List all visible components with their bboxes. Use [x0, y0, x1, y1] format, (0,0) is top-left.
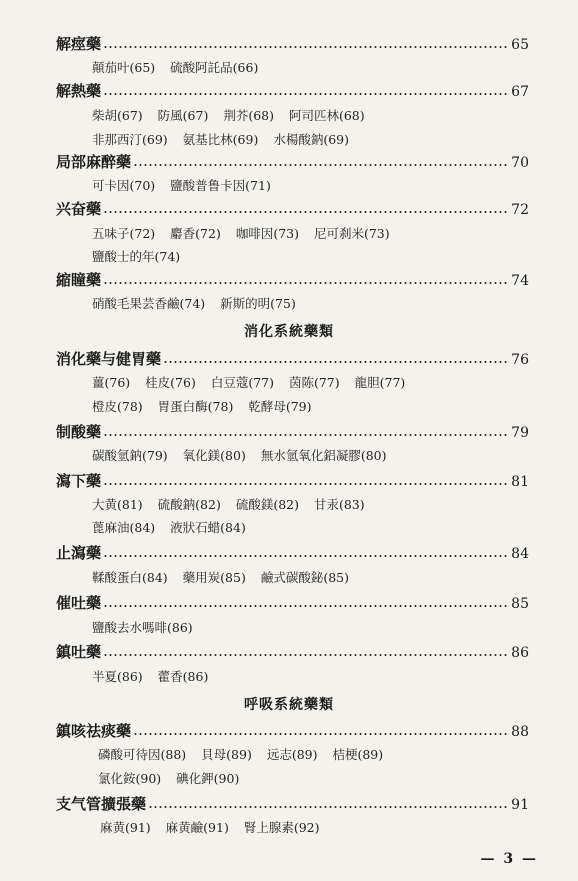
- entry: 硫酸鎂(82): [235, 497, 299, 512]
- entry-line: [92, 497, 376, 513]
- toc-category: [56, 271, 529, 289]
- entry: 碳酸氫鈉(79): [92, 448, 168, 463]
- entry: 硝酸毛果芸香鹼(74): [92, 296, 206, 311]
- footer-page-number: — 3 —: [480, 851, 538, 867]
- entry: 碘化鉀(90): [176, 771, 240, 786]
- entry: 远志(89): [266, 747, 318, 762]
- page-number: 76: [511, 352, 529, 368]
- entry: 水楊酸鈉(69): [273, 132, 349, 147]
- dot-leader: [163, 361, 509, 363]
- entry-line: [98, 747, 394, 763]
- entry: 胃蛋白酶(78): [157, 399, 234, 414]
- entry: 荆芥(68): [223, 108, 274, 123]
- dot-leader: [103, 46, 509, 48]
- dot-leader: [103, 483, 509, 485]
- entry-line: [92, 108, 376, 124]
- page-number: 86: [511, 645, 529, 661]
- entry: 無水氫氧化鋁凝膠(80): [260, 448, 387, 463]
- entry: 貝母(89): [201, 747, 252, 762]
- toc-category: [56, 350, 529, 368]
- entry-line: [92, 226, 401, 242]
- entry-line: [92, 296, 307, 312]
- entry: 新斯的明(75): [220, 296, 296, 311]
- entry: 防風(67): [157, 108, 209, 123]
- entry: 鞣酸蛋白(84): [92, 570, 168, 585]
- entry: 藿香(86): [157, 669, 209, 684]
- category-title: 止瀉藥: [56, 544, 102, 562]
- dot-leader: [103, 282, 509, 284]
- entry: 桂皮(76): [145, 375, 196, 390]
- dot-leader: [103, 605, 509, 607]
- toc-category: [56, 795, 529, 813]
- page-number: 67: [511, 84, 529, 100]
- entry: 白豆蔻(77): [210, 375, 274, 390]
- category-title: 縮瞳藥: [56, 271, 102, 289]
- dot-leader: [103, 211, 509, 213]
- entry: 硫酸鈉(82): [157, 497, 221, 512]
- entry: 液狀石蜡(84): [170, 520, 246, 535]
- entry-line: [92, 520, 257, 536]
- toc-category: [56, 544, 529, 562]
- entry: 龍胆(77): [354, 375, 406, 390]
- entry: 氨基比林(69): [182, 132, 259, 147]
- toc-category: [56, 594, 529, 612]
- entry-line: [98, 771, 250, 787]
- section-heading: 消化系統藥類: [244, 324, 334, 340]
- toc-category: [56, 200, 529, 218]
- entry: 阿司匹林(68): [288, 108, 365, 123]
- page-number: 85: [511, 596, 529, 612]
- category-title: 兴奋藥: [56, 200, 102, 218]
- entry-line: [92, 669, 219, 685]
- toc-category: [56, 643, 529, 661]
- toc-category: [56, 722, 529, 740]
- category-title: 解熱藥: [56, 82, 102, 100]
- entry: 腎上腺素(92): [243, 820, 320, 835]
- entry: 麻黄鹼(91): [165, 820, 229, 835]
- entry: 乾酵母(79): [248, 399, 312, 414]
- category-title: 鎮吐藥: [56, 643, 102, 661]
- entry-line: [92, 570, 360, 586]
- dot-leader: [103, 555, 509, 557]
- entry: 茵陈(77): [288, 375, 340, 390]
- toc-category: [56, 472, 529, 490]
- section-heading: 呼吸系統藥類: [244, 697, 334, 713]
- page-number: 65: [511, 37, 529, 53]
- entry: 薑(76): [92, 375, 131, 390]
- entry: 咖啡因(73): [235, 226, 299, 241]
- toc-category: [56, 35, 529, 53]
- dot-leader: [148, 806, 509, 808]
- category-title: 制酸藥: [56, 423, 102, 441]
- entry-line: [92, 448, 397, 464]
- page-number: 72: [511, 202, 529, 218]
- entry: 半夏(86): [92, 669, 143, 684]
- page-number: 74: [511, 273, 529, 289]
- page-number: 81: [511, 474, 529, 490]
- entry: 磷酸可待因(88): [98, 747, 187, 762]
- category-title: 局部麻醉藥: [56, 153, 132, 171]
- toc-category: [56, 423, 529, 441]
- entry: 甘汞(83): [313, 497, 365, 512]
- category-title: 鎮咳祛痰藥: [56, 722, 132, 740]
- category-title: 支气管擴張藥: [56, 795, 147, 813]
- entry: 鹽酸普鲁卡因(71): [170, 178, 271, 193]
- entry: 蓖麻油(84): [92, 520, 156, 535]
- entry: 可卡因(70): [92, 178, 156, 193]
- entry: 橙皮(78): [92, 399, 143, 414]
- page-number: 79: [511, 425, 529, 441]
- entry: 鹽酸士的年(74): [92, 249, 181, 264]
- entry-line: [92, 60, 269, 76]
- entry-line: [92, 375, 416, 391]
- entry: 尼可刹米(73): [313, 226, 390, 241]
- entry: 藥用炭(85): [182, 570, 246, 585]
- entry: 硫酸阿託品(66): [170, 60, 259, 75]
- dot-leader: [103, 434, 509, 436]
- entry: 柴胡(67): [92, 108, 143, 123]
- dot-leader: [133, 164, 509, 166]
- entry: 鹽酸去水嗎啡(86): [92, 620, 193, 635]
- page-number: 91: [511, 797, 529, 813]
- entry-line: [92, 132, 360, 148]
- entry-line: [92, 399, 322, 415]
- entry: 鹼式碳酸鉍(85): [260, 570, 349, 585]
- entry: 麝香(72): [170, 226, 221, 241]
- entry: 顛茄叶(65): [92, 60, 156, 75]
- page-number: 70: [511, 155, 529, 171]
- entry: 大黄(81): [92, 497, 143, 512]
- dot-leader: [103, 654, 509, 656]
- entry-line: [92, 249, 191, 265]
- toc-category: [56, 153, 529, 171]
- entry-line: [100, 820, 330, 836]
- page-number: 88: [511, 724, 529, 740]
- entry-line: [92, 620, 204, 636]
- category-title: 解痙藥: [56, 35, 102, 53]
- entry: 五味子(72): [92, 226, 156, 241]
- entry-line: [92, 178, 282, 194]
- category-title: 瀉下藥: [56, 472, 102, 490]
- category-title: 催吐藥: [56, 594, 102, 612]
- page-number: 84: [511, 546, 529, 562]
- entry: 氯化銨(90): [98, 771, 162, 786]
- dot-leader: [133, 733, 509, 735]
- entry: 桔梗(89): [332, 747, 384, 762]
- entry: 氧化鎂(80): [182, 448, 246, 463]
- toc-category: [56, 82, 529, 100]
- dot-leader: [103, 93, 509, 95]
- category-title: 消化藥与健胃藥: [56, 350, 162, 368]
- entry: 非那西汀(69): [92, 132, 168, 147]
- entry: 麻黄(91): [100, 820, 151, 835]
